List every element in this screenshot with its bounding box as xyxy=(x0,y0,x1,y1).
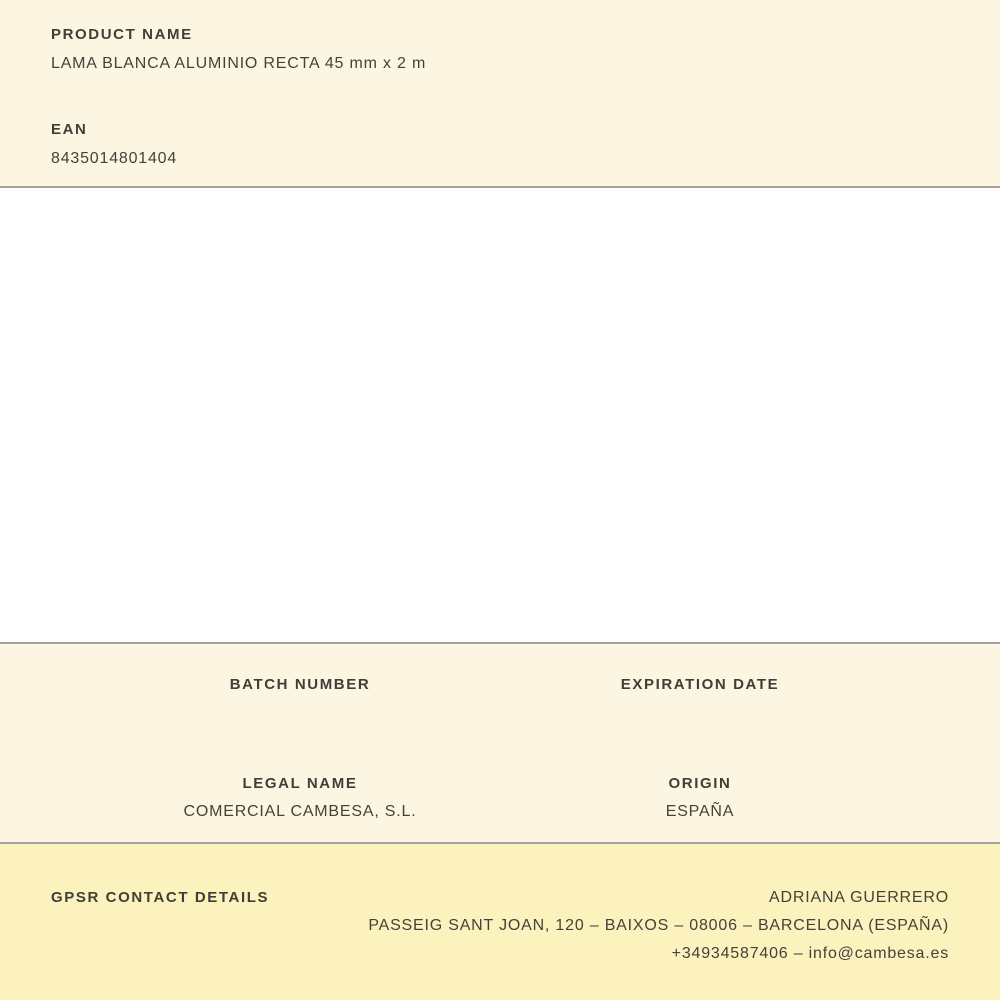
expiration-date-cell xyxy=(500,675,900,703)
legal-origin-row xyxy=(100,774,900,822)
product-name-value: LAMA BLANCA ALUMINIO RECTA 45 mm x 2 m xyxy=(51,55,427,72)
batch-number-label: BATCH NUMBER xyxy=(229,676,371,694)
expiration-date-label: EXPIRATION DATE xyxy=(620,676,780,694)
origin-cell xyxy=(500,774,900,822)
origin-label: ORIGIN xyxy=(668,775,732,793)
product-name-label: PRODUCT NAME xyxy=(51,26,193,43)
gpsr-contact-address: PASSEIG SANT JOAN, 120 – BAIXOS – 08006 – BARCELONA (ESPAÑA) xyxy=(368,917,949,935)
ean-group xyxy=(51,120,949,169)
gpsr-contact-section xyxy=(0,844,1000,1000)
gpsr-contact-phone-email: +34934587406 – info@cambesa.es xyxy=(671,945,949,963)
origin-value: ESPAÑA xyxy=(665,803,735,821)
legal-name-cell xyxy=(100,774,500,822)
product-name-group xyxy=(51,25,949,74)
gpsr-contact-name: ADRIANA GUERRERO xyxy=(769,889,949,907)
ean-value: 8435014801404 xyxy=(51,150,178,167)
batch-expiration-row xyxy=(100,675,900,703)
legal-name-value: COMERCIAL CAMBESA, S.L. xyxy=(183,803,417,821)
ean-label: EAN xyxy=(51,121,88,138)
gpsr-contact-label: GPSR CONTACT DETAILS xyxy=(51,889,270,907)
product-details-section xyxy=(0,644,1000,842)
batch-number-cell xyxy=(100,675,500,703)
gpsr-contact-block xyxy=(368,884,949,968)
product-header-section xyxy=(0,0,1000,186)
product-image-area xyxy=(0,188,1000,643)
legal-name-label: LEGAL NAME xyxy=(242,775,358,793)
